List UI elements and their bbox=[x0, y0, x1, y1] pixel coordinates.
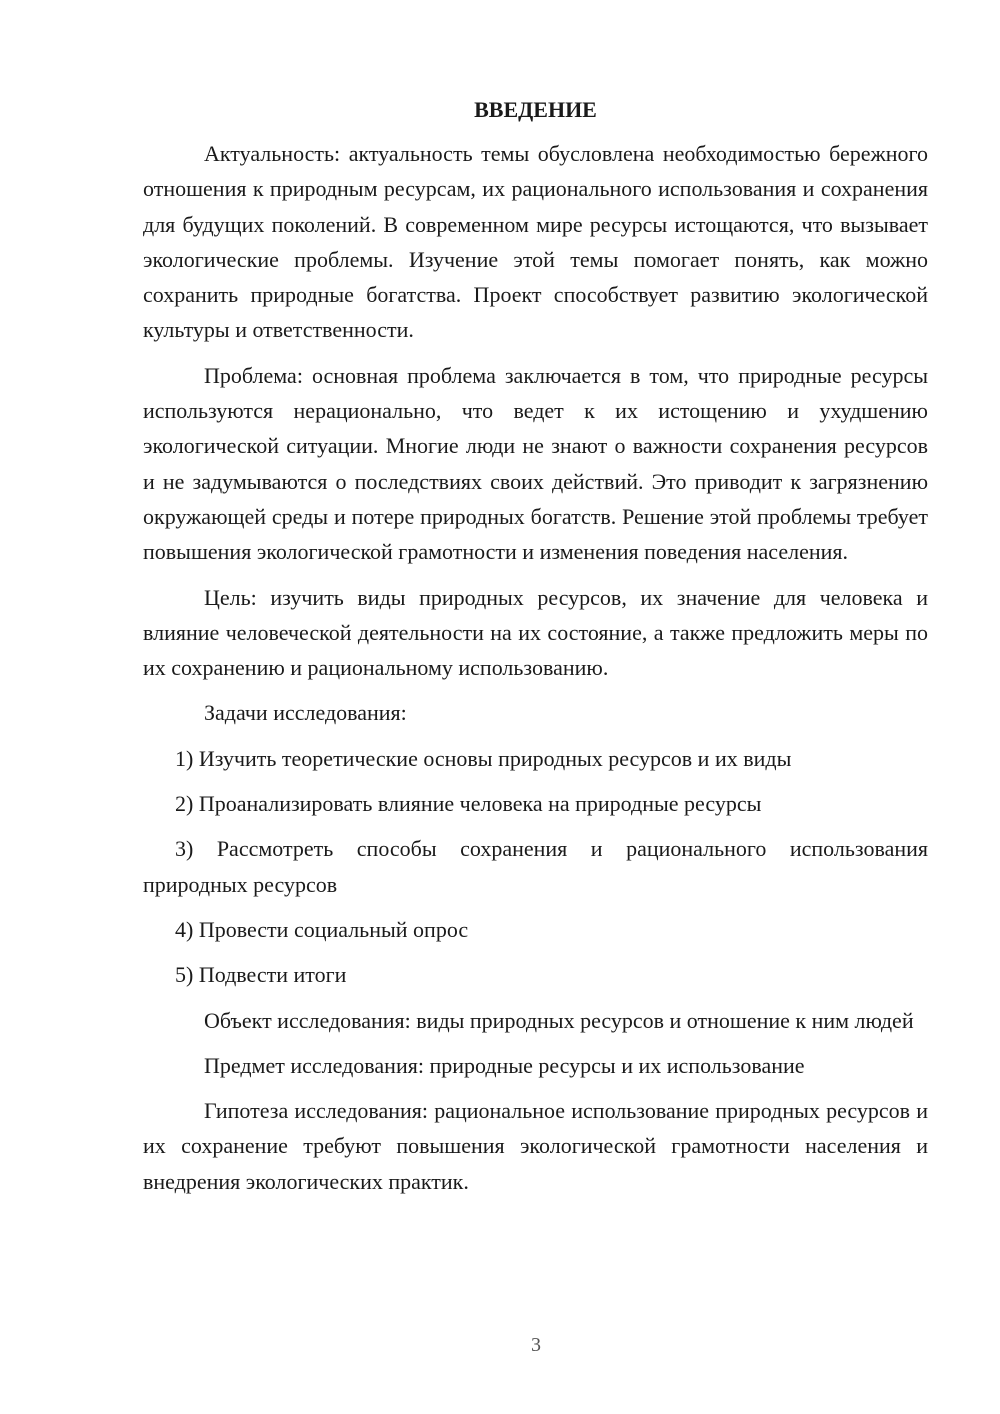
paragraph-problem: Проблема: основная проблема заключается в том, что природные ресурсы используются нерационально, что ведет к их истощению и ухудшению экологической ситуации. Многие люди не знают о важности сохранения ресурсов и не задумываются о последствиях своих действий. Это приводит к загрязнению окружающей среды и потере природных богатств. Решение этой проблемы требует повышения экологической грамотности и изменения поведения населения. bbox=[143, 362, 928, 565]
page-content bbox=[143, 94, 928, 1199]
paragraph-goal: Цель: изучить виды природных ресурсов, их значение для человека и влияние человеческой деятельности на их состояние, а также предложить меры по их сохранению и рациональному использованию. bbox=[143, 584, 928, 681]
task-item: 1) Изучить теоретические основы природных ресурсов и их виды bbox=[175, 745, 792, 771]
paragraph-subject: Предмет исследования: природные ресурсы и их использование bbox=[204, 1052, 805, 1078]
task-item: 4) Провести социальный опрос bbox=[175, 916, 469, 942]
task-item: 3) Рассмотреть способы сохранения и рационального использования природных ресурсов bbox=[143, 836, 928, 897]
paragraph-object: Объект исследования: виды природных ресурсов и отношение к ним людей bbox=[204, 1007, 914, 1033]
paragraph-hypothesis: Гипотеза исследования: рациональное использование природных ресурсов и их сохранение требуют повышения экологической грамотности населения и внедрения экологических практик. bbox=[143, 1098, 928, 1194]
tasks-heading: Задачи исследования: bbox=[204, 700, 407, 726]
task-item: 2) Проанализировать влияние человека на природные ресурсы bbox=[175, 791, 762, 817]
paragraph-relevance: Актуальность: актуальность темы обусловлена необходимостью бережного отношения к природным ресурсам, их рационального использования и сохранения для будущих поколений. В современном мире ресурсы истощаются, что вызывает экологические проблемы. Изучение этой темы помогает понять, как можно сохранить природные богатства. Проект способствует развитию экологической культуры и ответственности. bbox=[143, 141, 928, 343]
page-number: 3 bbox=[531, 1334, 541, 1356]
section-title: ВВЕДЕНИЕ bbox=[474, 97, 597, 122]
task-item: 5) Подвести итоги bbox=[175, 962, 347, 988]
